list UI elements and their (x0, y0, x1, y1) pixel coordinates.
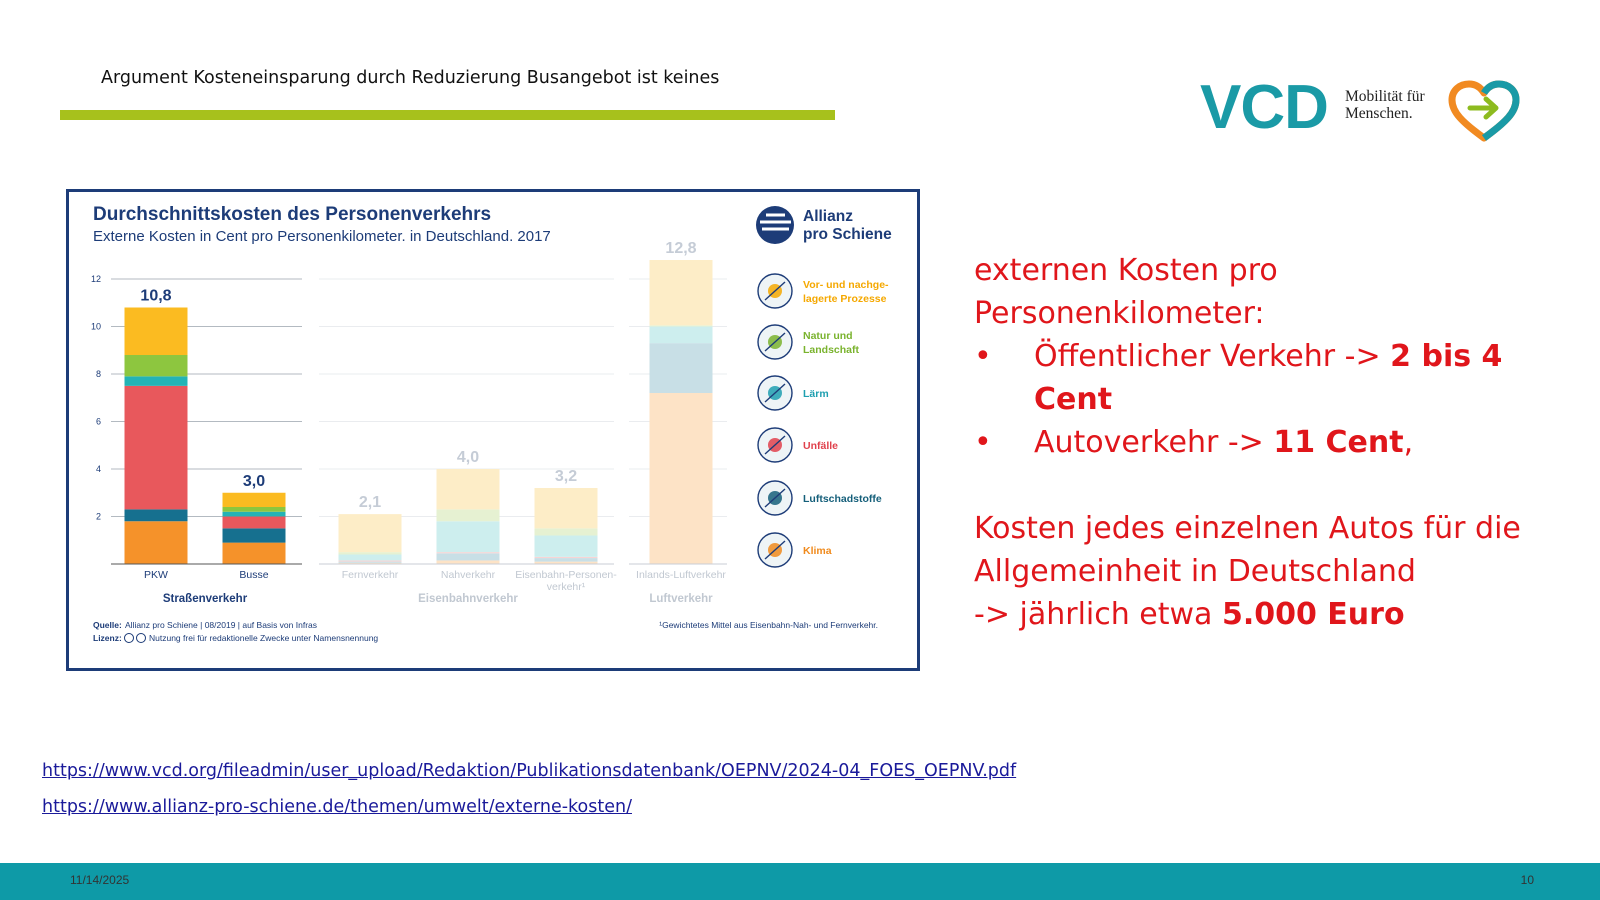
cost-chart (69, 192, 917, 668)
chart-frame (66, 189, 920, 671)
legend-label: Vor- und nachge- (803, 279, 889, 291)
logo-tagline-line-1: Mobilität für (1345, 88, 1425, 105)
bar-segment (535, 536, 598, 557)
bar-segment (437, 509, 500, 521)
allianz-logo (756, 206, 892, 244)
x-tick-label: Nahverkehr (440, 569, 496, 581)
bullet-1-value: 2 bis 4 (1390, 339, 1503, 374)
y-tick-label: 8 (95, 369, 101, 379)
y-tick-label: 10 (90, 321, 101, 332)
group-label: Eisenbahnverkehr (418, 593, 518, 605)
footer-bar (0, 863, 1600, 900)
bullet-public-transport (974, 335, 1574, 421)
bar-total-label: 3,0 (242, 472, 266, 490)
bar-total-label: 2,1 (358, 494, 382, 512)
bar-segment (437, 521, 500, 552)
logo-wordmark: VCD (1200, 73, 1328, 142)
bar-segment (339, 562, 402, 563)
bar-segment (223, 543, 286, 564)
title-underline (60, 110, 835, 120)
x-tick-label: verkehr¹ (546, 581, 586, 593)
bar-segment (437, 560, 500, 564)
vcd-logo (1200, 72, 1520, 152)
skull-cloud-icon (758, 481, 792, 515)
globe-thermometer-icon (758, 533, 792, 567)
allianz-logo-circle (756, 206, 794, 244)
bar-total-label: 12,8 (665, 240, 697, 257)
group-label: Luftverkehr (649, 593, 713, 605)
bar-segment (125, 386, 188, 510)
bar-total-label: 10,8 (140, 287, 172, 305)
legend-label: Luftschadstoffe (803, 493, 882, 505)
link-allianz-pro-schiene[interactable]: https://www.allianz-pro-schiene.de/themen/umwelt/externe-kosten/ (42, 797, 632, 817)
bar-segment (223, 517, 286, 529)
allianz-logo-line-1: Allianz (803, 208, 853, 225)
bar-segment (223, 493, 286, 507)
bullet-2-text: Autoverkehr -> (1034, 425, 1274, 460)
bar-segment (535, 557, 598, 558)
bar-segment (650, 327, 713, 344)
crashed-car-icon (758, 428, 792, 462)
legend-label: Natur und (803, 330, 853, 342)
y-tick-label: 6 (95, 416, 101, 427)
bar-segment (650, 393, 713, 564)
bullet-car-traffic (974, 421, 1574, 464)
source-label: Quelle: (93, 620, 122, 630)
bar-segment (650, 260, 713, 325)
x-tick-label: Inlands-Luftverkehr (636, 569, 726, 581)
bullet-1-unit: Cent (1034, 382, 1113, 417)
license-label: Lizenz: (93, 633, 122, 643)
legend-label: lagerte Prozesse (803, 293, 887, 305)
bar-segment (223, 528, 286, 542)
bar-segment (535, 558, 598, 562)
bar-segment (437, 552, 500, 553)
car-cost-value: 5.000 Euro (1221, 597, 1405, 632)
car-cost-line-2: Allgemeinheit in Deutschland (974, 554, 1416, 589)
key-figures-text (974, 249, 1574, 636)
by-icon (137, 634, 146, 643)
heading-line-2: Personenkilometer: (974, 296, 1265, 331)
bullet-dot: • (974, 339, 992, 374)
bar-segment (339, 555, 402, 561)
gears-icon (758, 274, 792, 308)
logo-tagline (1345, 88, 1425, 122)
license-text: Nutzung frei für redaktionelle Zwecke unter Namensnennung (149, 633, 379, 643)
page-number: 10 (1520, 873, 1534, 887)
bar-segment (125, 355, 188, 376)
car-cost-line-1: Kosten jedes einzelnen Autos für die (974, 511, 1521, 546)
bar-segment (125, 521, 188, 564)
x-tick-label: Fernverkehr (341, 569, 399, 581)
logo-tagline-line-2: Menschen. (1345, 105, 1413, 122)
car-cost-prefix: -> jährlich etwa (974, 597, 1222, 632)
cc-icon (125, 634, 134, 643)
chart-subtitle: Externe Kosten in Cent pro Personenkilometer. in Deutschland. 2017 (93, 228, 551, 245)
x-tick-label: Eisenbahn-Personen- (515, 569, 617, 581)
bar-segment (339, 514, 402, 552)
bullet-2-comma: , (1403, 425, 1414, 460)
x-tick-label: Busse (239, 569, 269, 581)
heading-line-1: externen Kosten pro (974, 253, 1278, 288)
bar-total-label: 3,2 (554, 468, 578, 485)
bar-segment (437, 469, 500, 509)
bar-segment (125, 376, 188, 386)
group-label: Straßenverkehr (162, 593, 248, 605)
chart-title: Durchschnittskosten des Personenverkehrs (93, 204, 492, 225)
bar-segment (437, 553, 500, 560)
bar-segment (339, 552, 402, 554)
slide-title: Argument Kosteneinsparung durch Reduzierung Busangebot ist keines (101, 68, 720, 88)
bar-segment (650, 343, 713, 393)
y-tick-label: 4 (95, 464, 101, 474)
legend-label: Landschaft (803, 344, 860, 356)
bar-segment (650, 325, 713, 326)
source-text: Allianz pro Schiene | 08/2019 | auf Basis von Infras (125, 620, 318, 630)
bar-segment (125, 308, 188, 356)
legend-label: Klima (803, 545, 832, 557)
bullet-dot: • (974, 425, 992, 460)
x-tick-label: PKW (144, 569, 168, 581)
bar-segment (339, 560, 402, 561)
y-tick-label: 2 (95, 511, 101, 522)
megaphone-icon (758, 376, 792, 410)
source-links (42, 761, 1016, 833)
allianz-logo-line-2: pro Schiene (803, 226, 892, 243)
bar-total-label: 4,0 (456, 449, 480, 466)
legend-label: Lärm (803, 388, 829, 400)
heart-arrow-icon (1448, 80, 1520, 142)
bar-segment (223, 512, 286, 517)
link-vcd-study[interactable]: https://www.vcd.org/fileadmin/user_upload/Redaktion/Publikationsdatenbank/OEPNV/2024-04_FOES_OEPNV.pdf (42, 761, 1017, 781)
bullet-1-text: Öffentlicher Verkehr -> (1034, 339, 1391, 374)
y-tick-label: 12 (90, 274, 101, 284)
chart-footnote: ¹Gewichtetes Mittel aus Eisenbahn-Nah- und Fernverkehr. (659, 620, 878, 630)
excavator-tree-icon (758, 325, 792, 359)
car-cost-line-3 (974, 593, 1574, 636)
legend-label: Unfälle (803, 440, 839, 452)
bar-segment (125, 509, 188, 521)
bar-segment (535, 488, 598, 528)
bar-segment (223, 507, 286, 512)
bullet-2-value: 11 Cent (1273, 425, 1404, 460)
bar-segment (535, 528, 598, 535)
footer-date: 11/14/2025 (70, 873, 130, 887)
